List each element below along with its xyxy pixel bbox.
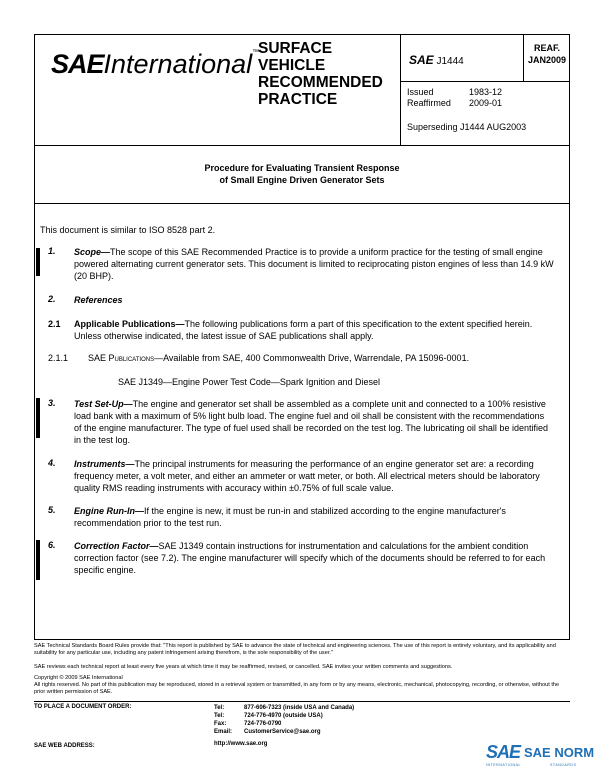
- contact-value: 877-606-7323 (inside USA and Canada): [244, 705, 355, 711]
- footer-copyright: Copyright © 2009 SAE International: [34, 675, 123, 681]
- section-number: 2.: [48, 294, 56, 304]
- section-number: 3.: [48, 398, 56, 408]
- reaffirmed-date: Reaffirmed 2009-01: [407, 98, 503, 108]
- section-engine-run-in: Engine Run-In—If the engine is new, it must be run-in and stabilized according to the engine manufacturer's recommendation prior to the test run.: [74, 506, 506, 528]
- footer-divider: [34, 701, 570, 702]
- footer-review: SAE reviews each technical report at least every five years at which time it may be reaffirmed, revised, or cancelled. SAE invites your written comments and suggestions.: [34, 664, 453, 670]
- web-label: SAE WEB ADDRESS:: [34, 743, 95, 749]
- footer-rights: All rights reserved. No part of this publication may be reproduced, stored in a retrieval system or transmitted, in any form or by any means, electronic, mechanical, photocopying, recording, or otherwise, without the prior written permission of SAE.: [34, 682, 560, 695]
- section-number: 2.1.1: [48, 353, 69, 363]
- header-divider: [400, 81, 569, 82]
- email-link[interactable]: CustomerService@sae.org: [244, 729, 321, 735]
- contact-label: Tel:: [214, 713, 225, 719]
- section-sae-publications: SAE Publications—Available from SAE, 400 Commonwealth Drive, Warrendale, PA 15096-0001.: [88, 353, 470, 363]
- issued-date: Issued 1983-12: [407, 87, 503, 97]
- header-divider: [400, 35, 401, 145]
- section-number: 1.: [48, 246, 56, 256]
- intro-text: This document is similar to ISO 8528 part 2.: [40, 225, 216, 235]
- contact-label: Tel:: [214, 705, 225, 711]
- reaffirmed-badge: REAF. JAN2009: [527, 43, 567, 65]
- contact-label: Fax:: [214, 721, 227, 727]
- brand-name: SAE NORM: [524, 745, 595, 760]
- section-number: 2.1: [48, 319, 61, 329]
- change-bar: [36, 398, 40, 438]
- section-applicable-publications: Applicable Publications—The following publications form a part of this specification to the extent specified herein. Unless otherwise indicated, the latest issue of SAE publications shall apply.: [74, 319, 533, 341]
- title-box: [34, 146, 570, 204]
- section-correction-factor: Correction Factor—SAE J1349 contain instructions for instrumentation and calculations for the ambient condition correction factor (see 7.2). The engine manufacturer will specify which of the documents should be referred to for each specific engine.: [74, 541, 546, 575]
- document-type: SURFACE VEHICLE RECOMMENDED PRACTICE: [258, 40, 383, 108]
- document-header: [34, 34, 570, 146]
- document-number: SAE J1444: [409, 53, 464, 67]
- order-label: TO PLACE A DOCUMENT ORDER:: [34, 704, 132, 710]
- web-link[interactable]: http://www.sae.org: [214, 741, 268, 747]
- section-instruments: Instruments—The principal instruments for measuring the performance of an engine generator set are: a recording frequency meter, a volt meter, and either an ammeter or watt meter, or both. All electrical meters should be laboratory quality RMS reading instruments with accuracy within ±0.75% of full scale value.: [74, 459, 540, 493]
- contact-value: 724-776-0790: [244, 721, 282, 727]
- footer-rules: SAE Technical Standards Board Rules provide that: "This report is published by SAE to advance the state of technical and engineering sciences. The use of this report is entirely voluntary, and its applicability and suitability for any particular use, including any patent infringement arising therefrom, is the sole responsibility of the user.": [34, 643, 556, 656]
- change-bar: [36, 540, 40, 580]
- section-scope: Scope—The scope of this SAE Recommended Practice is to provide a uniform practice for the testing of small engine powered alternating current generator sets. This document is limited to reciprocating piston engines of less than 14.9 kW (20 BHP).: [74, 247, 554, 281]
- reference-item: SAE J1349—Engine Power Test Code—Spark Ignition and Diesel: [118, 377, 380, 387]
- section-references: References: [74, 295, 123, 305]
- sae-mark-icon: SAE: [486, 742, 521, 762]
- superseding-note: Superseding J1444 AUG2003: [407, 122, 527, 132]
- section-test-setup: Test Set-Up—The engine and generator set shall be assembled as a complete unit and connected to a 100% resistive load bank with a maximum of 5% light bulb load. The engine fuel and oil shall be consistent with the recommendations of the engine manufacturer. The type of fuel used shall be recorded on the test log. The lubricating oil shall be identified in the test log.: [74, 399, 548, 445]
- contact-label: Email:: [214, 729, 233, 735]
- section-number: 6.: [48, 540, 56, 550]
- section-number: 5.: [48, 505, 56, 515]
- footer-divider: [34, 639, 570, 640]
- section-number: 4.: [48, 458, 56, 468]
- document-title: Procedure for Evaluating Transient Response of Small Engine Driven Generator Sets: [204, 163, 400, 185]
- change-bar: [36, 248, 40, 276]
- contact-value: 724-776-4970 (outside USA): [244, 713, 323, 719]
- sae-international-logo: SAEInternational™: [51, 49, 260, 79]
- sae-norm-logo: SAE SAE NORM INTERNATIONAL STANDARDS: [486, 742, 595, 767]
